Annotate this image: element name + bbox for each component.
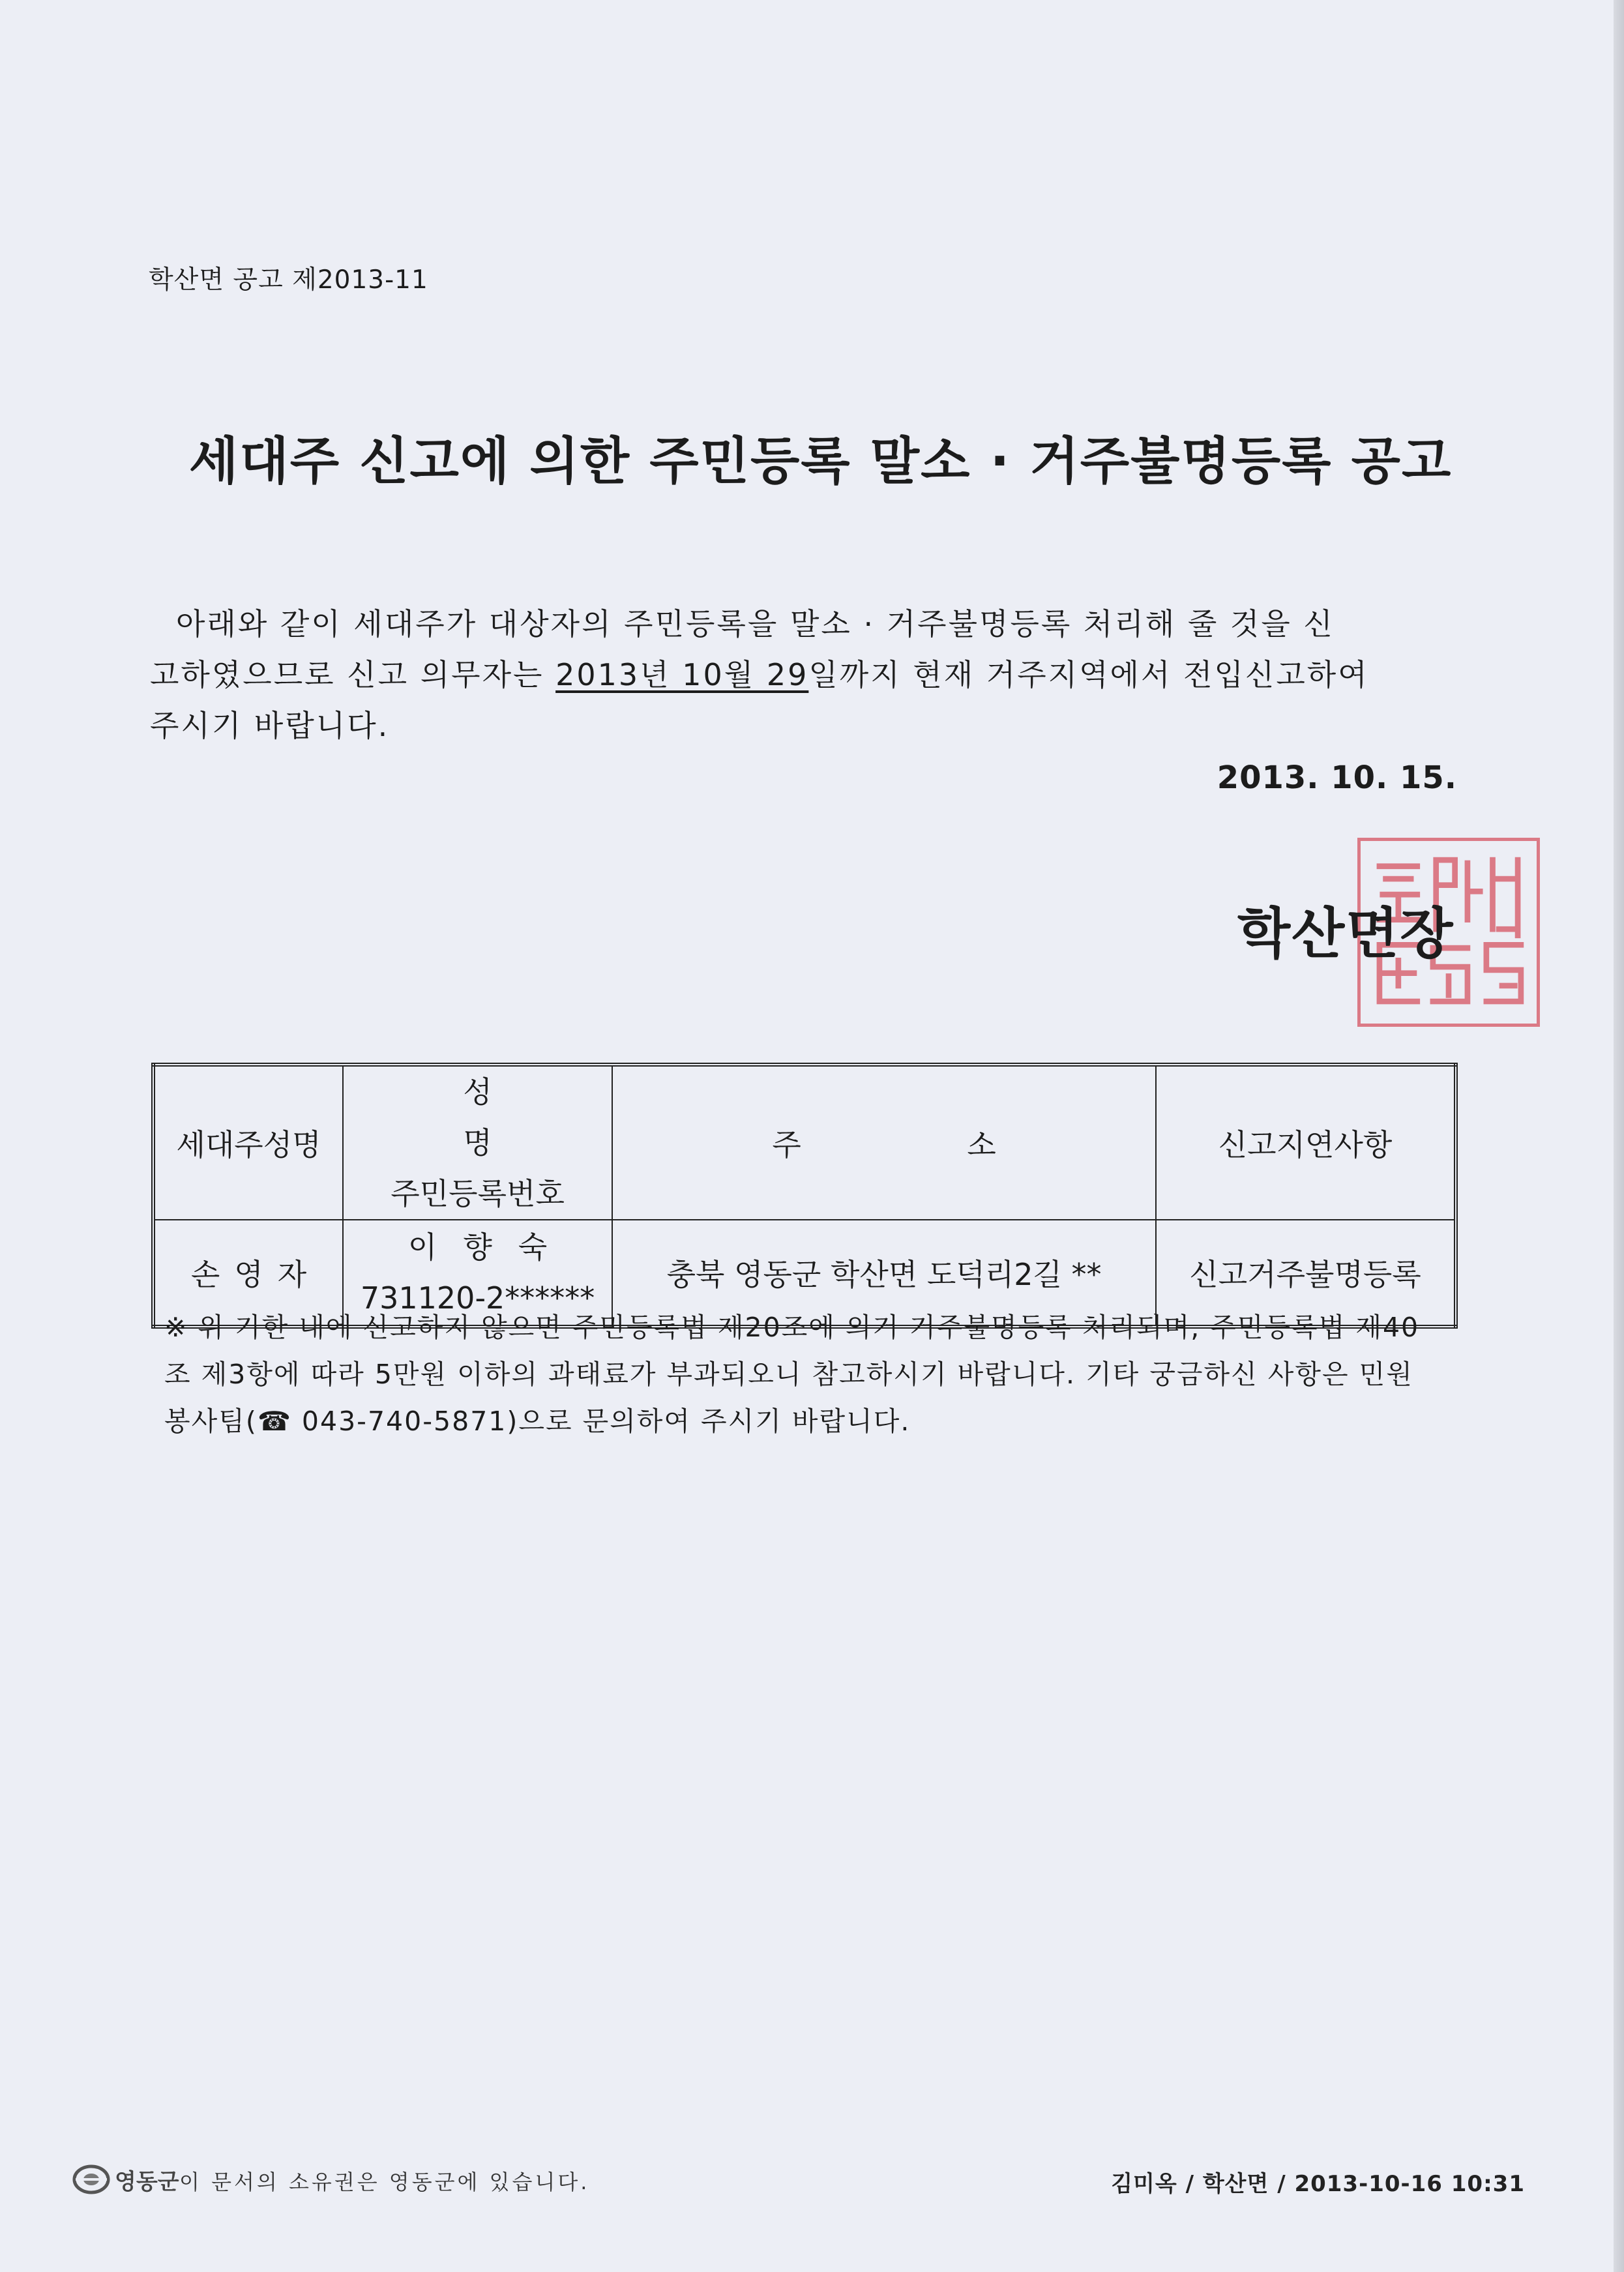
issue-date: 2013. 10. 15.	[1217, 760, 1457, 796]
cell-report-matter-text: 신고거주불명등록	[1189, 1257, 1421, 1292]
footnote-line-1: ※ 위 기한 내에 신고하지 않으면 주민등록법 제20조에 의거 거주불명등록 처리되며, 주민등록법 제40	[164, 1312, 1420, 1343]
cell-resident-number-text: 731120-2******	[360, 1280, 595, 1316]
notice-number: 학산면 공고 제2013-11	[149, 265, 428, 295]
body-line-1-text: 아래와 같이 세대주가 대상자의 주민등록을 말소 · 거주불명등록 처리해 줄 것을 신	[176, 606, 1335, 642]
deadline-date: 2013년 10월 29	[555, 657, 809, 692]
footnote-line-3: 봉사팀(☎ 043-740-5871)으로 문의하여 주시기 바랍니다.	[164, 1406, 911, 1437]
print-info: 김미옥 / 학산면 / 2013-10-16 10:31	[1111, 2171, 1525, 2197]
footnote-line-2: 조 제3항에 따라 5만원 이하의 과태료가 부과되오니 참고하시기 바랍니다. 기타 궁금하신 사항은 민원	[164, 1359, 1413, 1390]
householder-report-table	[151, 1063, 1458, 1329]
signer-title: 학산면장	[1237, 902, 1454, 966]
body-line-2-end: 일까지 현재 거주지역에서 전입신고하여	[808, 657, 1369, 692]
table-header-row	[153, 1065, 1456, 1220]
header-householder-text: 세대주성명	[176, 1127, 321, 1162]
body-line-3: 주시기 바랍니다.	[150, 708, 390, 743]
footer-logo-text: 영동군	[115, 2168, 179, 2195]
footer-logo	[72, 2163, 179, 2196]
header-report-matter	[1156, 1065, 1456, 1220]
footnote	[164, 1304, 1458, 1445]
header-name-text: 성 명	[463, 1074, 590, 1160]
header-name-id	[343, 1065, 612, 1220]
header-report-matter-text: 신고지연사항	[1218, 1127, 1393, 1162]
cell-name-text: 이향숙	[407, 1230, 574, 1265]
body-line-1	[150, 598, 1460, 649]
header-address	[612, 1065, 1156, 1220]
body-line-2	[150, 649, 1460, 700]
yeongdong-logo-icon	[72, 2163, 111, 2196]
header-address-text: 주 소	[772, 1127, 1074, 1162]
paper-edge	[1614, 0, 1624, 2272]
body-line-2-start: 고하였으므로 신고 의무자는	[150, 657, 556, 692]
header-resident-number-text: 주민등록번호	[391, 1176, 565, 1211]
document-title: 세대주 신고에 의한 주민등록 말소 · 거주불명등록 공고	[189, 432, 1453, 491]
header-householder	[153, 1065, 343, 1220]
body-paragraph	[150, 598, 1460, 751]
cell-householder-text: 손영자	[190, 1257, 321, 1292]
ownership-notice: 이 문서의 소유권은 영동군에 있습니다.	[179, 2170, 590, 2194]
cell-address-text: 충북 영동군 학산면 도덕리2길 **	[666, 1257, 1102, 1292]
